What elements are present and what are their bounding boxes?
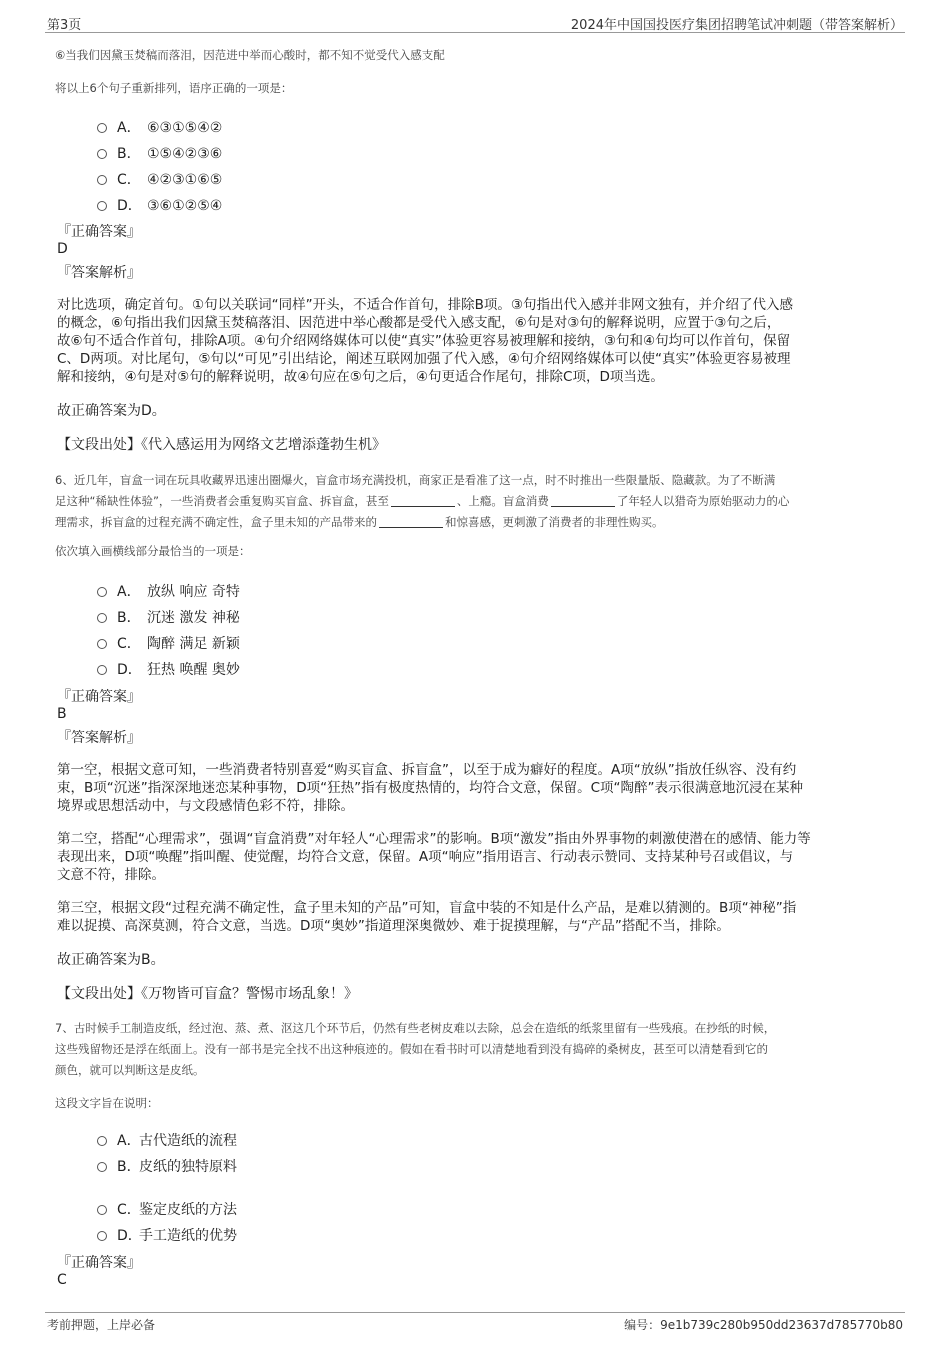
q7-text: 7、古时候手工制造皮纸，经过泡、蒸、煮、沤这几个环节后，仍然有些老树皮难以去除，总会在造纸的纸浆里留有一些残痕。在抄纸的时候， 这些残留物还是浮在纸面上。没有一部书是完全找不出这种痕迹的。假如在看书时可以清楚地看到没有捣碎的桑树皮，甚至可以清楚看到它的 颜色，就可以判断这是皮纸。 [55, 1021, 776, 1077]
q6-analysis-label: 『答案解析』 [57, 730, 141, 746]
q5-option-d[interactable]: D． ③⑥①②⑤④ [97, 195, 222, 215]
q5-analysis-label: 『答案解析』 [57, 265, 141, 281]
q6-conclusion: 故正确答案为B。 [57, 952, 165, 968]
q5-answer: D [57, 241, 68, 257]
q7-option-c[interactable]: C．鉴定皮纸的方法 [97, 1199, 237, 1219]
footer-slogan: 考前押题，上岸必备 [47, 1318, 156, 1332]
q5-prompt: 将以上6个句子重新排列，语序正确的一项是： [55, 81, 293, 95]
q6-option-b[interactable]: B． 沉迷 激发 神秘 [97, 607, 240, 627]
q6-analysis-para-3: 第三空，根据文段“过程充满不确定性，盒子里未知的产品”可知，盲盒中装的不知是什么产品，是难以猜测的。B项“神秘”指 难以捉摸、高深莫测，符合文意，当选。D项“奥妙”指道理深奥微妙、难于捉摸理解，与“产品”搭配不当，排除。 [57, 900, 797, 934]
q5-conclusion: 故正确答案为D。 [57, 403, 166, 419]
blank-3 [379, 515, 443, 528]
q6-option-a[interactable]: A． 放纵 响应 奇特 [97, 581, 240, 601]
q7-option-a[interactable]: A．古代造纸的流程 [97, 1130, 237, 1150]
blank-1 [391, 494, 455, 507]
q6-option-d[interactable]: D． 狂热 唤醒 奥妙 [97, 659, 240, 679]
q5-option-a[interactable]: A． ⑥③①⑤④② [97, 117, 222, 137]
radio-icon[interactable] [97, 123, 107, 133]
q7-answer-label: 『正确答案』 [57, 1255, 141, 1271]
q7-option-b[interactable]: B．皮纸的独特原料 [97, 1156, 237, 1176]
radio-icon[interactable] [97, 175, 107, 185]
q5-option-b[interactable]: B． ①⑤④②③⑥ [97, 143, 222, 163]
q6-analysis-para-1: 第一空，根据文意可知，一些消费者特别喜爱“购买盲盒、拆盲盒”，以至于成为癖好的程度。A项“放纵”指放任纵容、没有约 束，B项“沉迷”指深深地迷恋某种事物，D项“狂热”指有极度热情的，均符合文意，保留。C项“陶醉”表示很满意地沉浸在某种 境界或思想活动中，与文段感情色彩不符，排除。 [57, 762, 804, 814]
blank-2 [551, 494, 615, 507]
document-title: 2024年中国国投医疗集团招聘笔试冲刺题（带答案解析） [570, 18, 903, 33]
q5-option-c[interactable]: C． ④②③①⑥⑤ [97, 169, 222, 189]
radio-icon[interactable] [97, 201, 107, 211]
q6-answer: B [57, 706, 67, 722]
q5-source: 【文段出处】《代入感运用为网络文艺增添蓬勃生机》 [57, 437, 386, 453]
page-header [45, 12, 905, 33]
radio-icon[interactable] [97, 149, 107, 159]
q7-answer: C [57, 1272, 67, 1288]
q5-sentence-6: ⑥当我们因黛玉焚稿而落泪，因范进中举而心酸时，都不知不觉受代入感支配 [55, 48, 445, 62]
page-footer [45, 1312, 905, 1335]
radio-icon[interactable] [97, 587, 107, 597]
radio-icon[interactable] [97, 639, 107, 649]
q6-answer-label: 『正确答案』 [57, 689, 141, 705]
q6-prompt: 依次填入画横线部分最恰当的一项是： [55, 544, 251, 558]
radio-icon[interactable] [97, 613, 107, 623]
q6-option-c[interactable]: C． 陶醉 满足 新颖 [97, 633, 240, 653]
document-code: 编号：9e1b739c280b950dd23637d785770b80 [624, 1318, 903, 1332]
q6-text: 6、近几年，盲盒一词在玩具收藏界迅速出圈爆火，盲盒市场充满投机，商家正是看准了这一点，时不时推出一些限量版、隐藏款。为了不断满 足这种“稀缺性体验”，一些消费者会重复购买盲盒、拆盲盒，甚至 、上瘾。盲盒消费 了年轻人以猎奇为原始驱动力的心 理需求，拆盲盒的过程充满不确定性，盒子里未知的产品带来的 和惊喜感，更刺激了消费者的非理性购买。 [55, 473, 790, 529]
q6-source: 【文段出处】《万物皆可盲盒？警惕市场乱象！》 [57, 986, 358, 1002]
page-number: 第3页 [47, 18, 82, 33]
radio-icon[interactable] [97, 1205, 107, 1215]
q7-prompt: 这段文字旨在说明： [55, 1096, 159, 1110]
radio-icon[interactable] [97, 1231, 107, 1241]
radio-icon[interactable] [97, 1136, 107, 1146]
radio-icon[interactable] [97, 665, 107, 675]
radio-icon[interactable] [97, 1162, 107, 1172]
q6-analysis-para-2: 第二空，搭配“心理需求”，强调“盲盒消费”对年轻人“心理需求”的影响。B项“激发”指由外界事物的刺激使潜在的感情、能力等 表现出来，D项“唤醒”指叫醒、使觉醒，均符合文意，保留。A项“响应”指用语言、行动表示赞同、支持某种号召或倡议，与 文意不符，排除。 [57, 831, 811, 883]
q5-analysis: 对比选项，确定首句。①句以关联词“同样”开头，不适合作首句，排除B项。③句指出代入感并非网文独有，并介绍了代入感 的概念，⑥句指出我们因黛玉焚稿落泪、因范进中举心酸都是受代入感支配，⑥句是对③句的解释说明，应置于③句之后， 故⑥句不适合作首句，排除A项。④句介绍网络媒体可以使“真实”体验更容易被理解和接纳，③句和④句均可以作首句，保留 C、D两项。对比尾句，⑤句以“可见”引出结论，阐述互联网加强了代入感，④句介绍网络媒体可以使“真实”体验更容易被理 解和接纳，④句是对⑤句的解释说明，故④句应在⑤句之后，④句更适合作尾句，排除C项，D项当选。 [57, 297, 793, 385]
q5-answer-label: 『正确答案』 [57, 224, 141, 240]
q7-option-d[interactable]: D．手工造纸的优势 [97, 1225, 237, 1245]
